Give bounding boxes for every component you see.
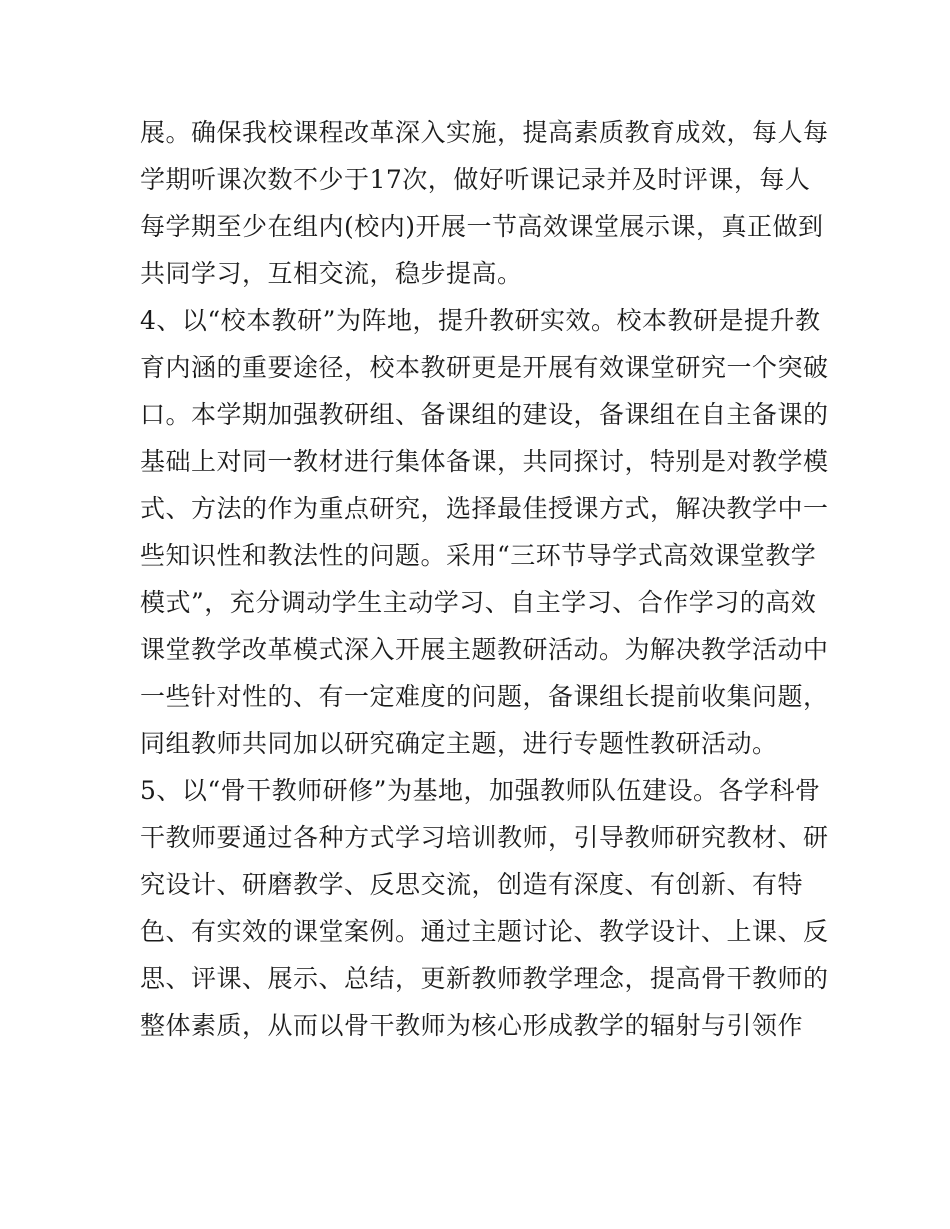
- text-line: 学期听课次数不少于17次，做好听课记录并及时评课，每人: [140, 165, 811, 194]
- text-line: 育内涵的重要途径，校本教研更是开展有效课堂研究一个突破: [140, 353, 829, 382]
- text-line: 究设计、研磨教学、反思交流，创造有深度、有创新、有特: [140, 870, 804, 899]
- text-line: 一些针对性的、有一定难度的问题，备课组长提前收集问题，: [140, 682, 829, 711]
- text-line: 共同学习，互相交流，稳步提高。: [140, 259, 523, 288]
- text-line: 4、以“校本教研”为阵地，提升教研实效。校本教研是提升教: [140, 306, 821, 335]
- text-line: 基础上对同一教材进行集体备课，共同探讨，特别是对教学模: [140, 447, 829, 476]
- text-line: 同组教师共同加以研究确定主题，进行专题性教研活动。: [140, 729, 778, 758]
- text-line: 式、方法的作为重点研究，选择最佳授课方式，解决教学中一: [140, 494, 829, 523]
- text-line: 模式”，充分调动学生主动学习、自主学习、合作学习的高效: [140, 588, 817, 617]
- text-line: 干教师要通过各种方式学习培训教师，引导教师研究教材、研: [140, 823, 829, 852]
- text-line: 展。确保我校课程改革深入实施，提高素质教育成效，每人每: [140, 118, 829, 147]
- text-line: 思、评课、展示、总结，更新教师教学理念，提高骨干教师的: [140, 964, 829, 993]
- text-line: 5、以“骨干教师研修”为基地，加强教师队伍建设。各学科骨: [140, 776, 821, 805]
- text-line: 些知识性和教法性的问题。采用“三环节导学式高效课堂教学: [140, 541, 817, 570]
- text-line: 色、有实效的课堂案例。通过主题讨论、教学设计、上课、反: [140, 917, 829, 946]
- text-line: 整体素质，从而以骨干教师为核心形成教学的辐射与引领作: [140, 1011, 804, 1040]
- document-body: [140, 109, 829, 1049]
- text-line: 口。本学期加强教研组、备课组的建设，备课组在自主备课的: [140, 400, 829, 429]
- text-line: 每学期至少在组内(校内)开展一节高效课堂展示课，真正做到: [140, 212, 824, 241]
- text-line: 课堂教学改革模式深入开展主题教研活动。为解决教学活动中: [140, 635, 829, 664]
